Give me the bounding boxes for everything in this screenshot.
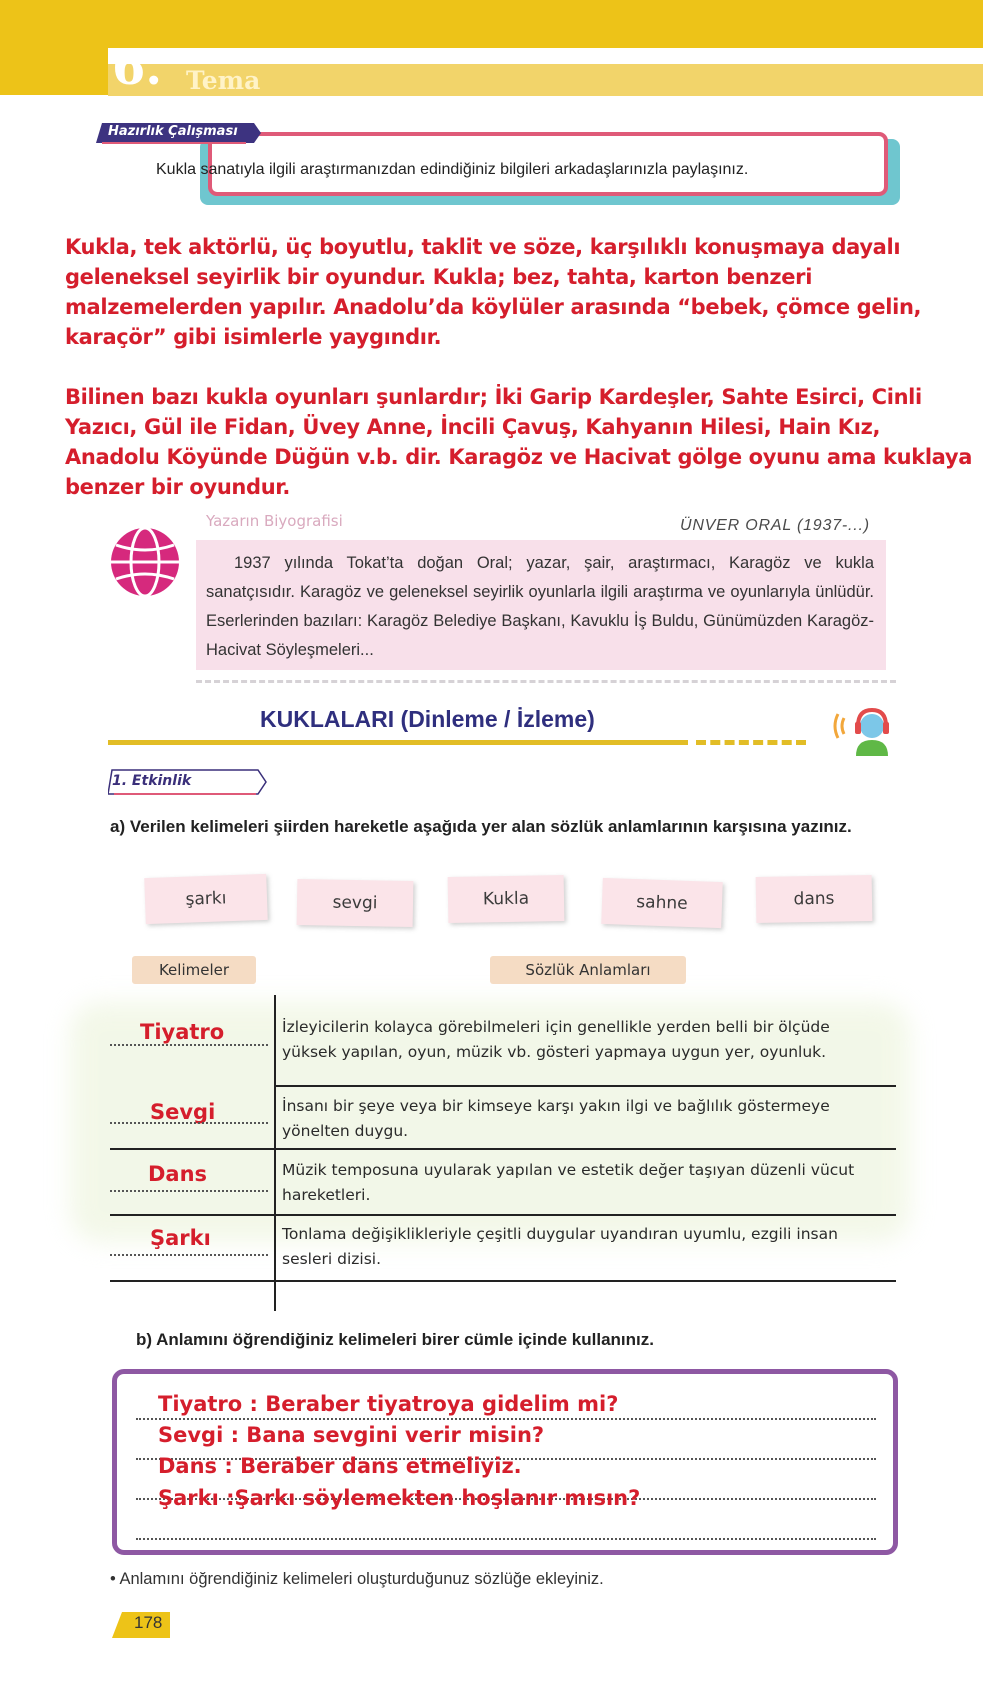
table-meaning: İzleyicilerin kolayca görebilmeleri için genellikle yerden belli bir ölçüde yüksek yapılan, oyun, müzik vb. gösteri yapmaya uygun yer, oyunluk. (282, 1018, 830, 1061)
biography-label: Yazarın Biyografisi (206, 512, 343, 530)
table-word: Şarkı (150, 1226, 211, 1250)
table-divider-vertical (274, 995, 276, 1311)
answer-sentence: Şarkı :Şarkı söylemekten hoşlanır mısın? (158, 1486, 641, 1510)
preparation-text: Kukla sanatıyla ilgili araştırmanızdan edindiğiniz bilgileri arkadaşlarınızla paylaşınız. (156, 161, 749, 178)
table-meaning: Müzik temposuna uyularak yapılan ve estetik değer taşıyan düzenli vücut hareketleri. (282, 1161, 855, 1204)
column-header-meanings: Sözlük Anlamları (490, 956, 686, 984)
answer-sentence: Sevgi : Bana sevgini verir misin? (158, 1423, 545, 1447)
write-line (110, 1254, 268, 1256)
table-word: Dans (148, 1162, 208, 1186)
headset-icon (832, 700, 896, 758)
table-meaning: İnsanı bir şeye veya bir kimseye karşı yakın ilgi ve bağlılık göstermeye yönelten duygu. (282, 1097, 830, 1140)
task-b: b) Anlamını öğrendiğiniz kelimeleri birer cümle içinde kullanınız. (136, 1330, 654, 1349)
answer-paragraph-1: Kukla, tek aktörlü, üç boyutlu, taklit ve söze, karşılıklı konuşmaya dayalı geleneksel seyirlik bir oyundur. Kukla; bez, tahta, karton benzeri malzemelerden yapılır. Anadolu’da köylüler arasında “bebek, çömce gelin, karaçör” gibi isimlerle yaygındır. (65, 235, 922, 349)
word-card: sevgi (297, 879, 414, 927)
theme-tab (0, 40, 108, 95)
table-meaning: Tonlama değişiklikleriyle çeşitli duygular uyandıran uyumlu, ezgili insan sesleri dizisi. (282, 1225, 838, 1268)
activity-label: 1. Etkinlik (112, 773, 192, 789)
table-rule (110, 1280, 896, 1282)
write-line (110, 1044, 268, 1046)
theme-number: 6. (112, 40, 163, 96)
write-line (110, 1190, 268, 1192)
write-line (136, 1538, 876, 1540)
title-underline (108, 740, 688, 745)
column-header-words: Kelimeler (132, 956, 256, 984)
note: • Anlamını öğrendiğiniz kelimeleri oluşturduğunuz sözlüğe ekleyiniz. (110, 1570, 604, 1588)
answer-sentence: Tiyatro : Beraber tiyatroya gidelim mi? (158, 1392, 619, 1416)
write-line (110, 1122, 268, 1124)
divider (196, 680, 896, 683)
task-a: a) Verilen kelimeleri şiirden hareketle aşağıda yer alan sözlük anlamlarının karşısına yazınız. (110, 817, 852, 836)
title-underline-dashed (696, 740, 806, 745)
table-rule (110, 1148, 896, 1150)
page-number: 178 (134, 1613, 163, 1632)
word-card: şarkı (144, 874, 268, 924)
word-card: sahne (601, 878, 723, 928)
word-card: Kukla (448, 875, 565, 923)
biography-author: ÜNVER ORAL (1937-...) (680, 517, 870, 534)
theme-word: Tema (186, 66, 261, 95)
word-card: dans (756, 875, 873, 923)
table-word: Sevgi (150, 1100, 216, 1124)
preparation-label: Hazırlık Çalışması (108, 124, 238, 139)
biography-text: 1937 yılında Tokat’ta doğan Oral; yazar, şair, araştırmacı, Karagöz ve kukla sanatçısıdır. Karagöz ve geleneksel seyirlik oyunlarla ilgili araştırma ve oyunlarıyla ünlüdür. Eserlerinden bazıları: Karagöz Belediye Başkanı, Kavuklu İş Buldu, Günümüzden Karagöz-Hacivat Söyleşmeleri... (206, 554, 874, 659)
table-rule (276, 1085, 896, 1087)
answer-paragraph-2: Bilinen bazı kukla oyunları şunlardır; İki Garip Kardeşler, Sahte Esirci, Cinli Yazıcı, Gül ile Fidan, Üvey Anne, İncili Çavuş, Kahyanın Hilesi, Hain Kız, Anadolu Köyünde Düğün v.b. dir. Karagöz ve Hacivat gölge oyunu ama kuklaya benzer bir oyundur. (65, 385, 973, 499)
table-word: Tiyatro (140, 1020, 225, 1044)
globe-icon (108, 525, 182, 599)
section-title: KUKLALARI (Dinleme / İzleme) (260, 706, 595, 732)
answer-sentence: Dans : Beraber dans etmeliyiz. (158, 1454, 522, 1478)
write-line (136, 1418, 876, 1420)
table-rule (110, 1214, 896, 1216)
